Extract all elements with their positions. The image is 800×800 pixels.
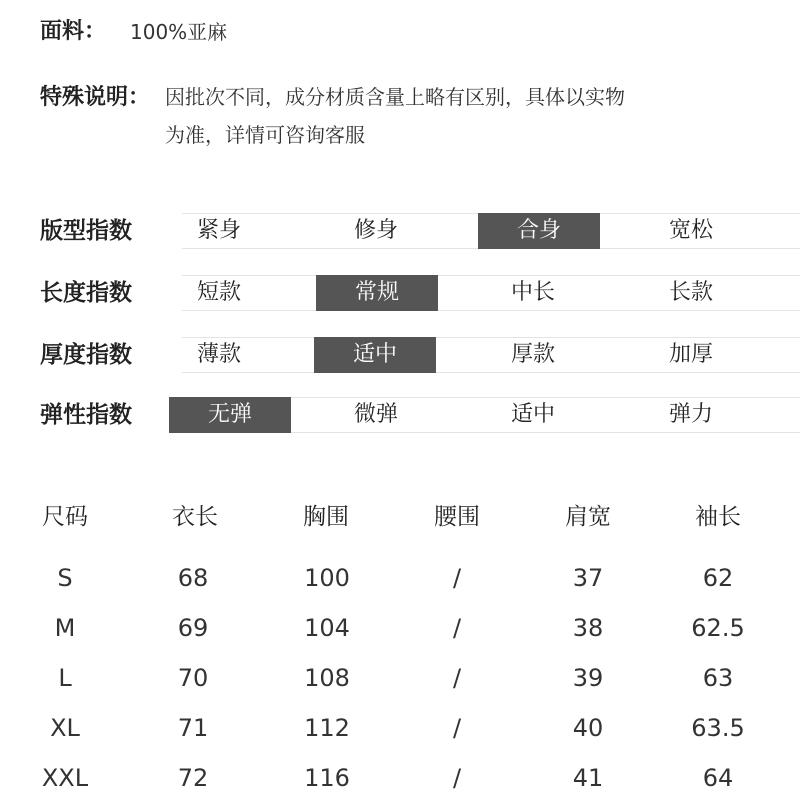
cell-waist: / [452, 714, 462, 742]
note-line-2: 为准，详情可咨询客服 [165, 123, 365, 147]
cell-sleeve: 62.5 [691, 614, 745, 642]
index-label: 厚度指数 [40, 342, 132, 368]
cell-shoulder: 37 [572, 564, 604, 592]
cell-chest: 108 [304, 664, 350, 692]
cell-shoulder: 39 [572, 664, 604, 692]
cell-chest: 104 [304, 614, 350, 642]
index-option: 适中 [510, 402, 555, 427]
index-row-thickness [40, 337, 770, 373]
cell-shoulder: 38 [572, 614, 604, 642]
index-option: 加厚 [668, 342, 713, 367]
material-label: 面料： [40, 19, 107, 44]
cell-length: 69 [177, 614, 209, 642]
index-label: 版型指数 [40, 218, 132, 244]
cell-length: 71 [177, 714, 209, 742]
cell-waist: / [452, 764, 462, 792]
index-option: 常规 [316, 275, 438, 311]
cell-sleeve: 63.5 [691, 714, 745, 742]
header-sleeve: 袖长 [695, 504, 741, 530]
material-value: 100%亚麻 [130, 20, 228, 44]
index-label: 弹性指数 [40, 402, 132, 428]
index-option: 薄款 [196, 342, 241, 367]
cell-size: XL [50, 714, 80, 742]
index-option: 弹力 [668, 402, 713, 427]
cell-chest: 116 [304, 764, 350, 792]
cell-sleeve: 63 [702, 664, 734, 692]
cell-sleeve: 62 [702, 564, 734, 592]
index-option: 长款 [668, 280, 713, 305]
index-option: 微弹 [353, 402, 398, 427]
index-option: 厚款 [510, 342, 555, 367]
cell-waist: / [452, 564, 462, 592]
index-row-fit [40, 213, 770, 249]
note-line-1: 因批次不同，成分材质含量上略有区别，具体以实物 [165, 85, 625, 109]
cell-chest: 112 [304, 714, 350, 742]
index-row-length [40, 275, 770, 311]
cell-size: L [58, 664, 72, 692]
note-label: 特殊说明： [40, 85, 151, 110]
index-option: 无弹 [169, 397, 291, 433]
cell-waist: / [452, 664, 462, 692]
cell-chest: 100 [304, 564, 350, 592]
index-option: 修身 [353, 218, 398, 243]
cell-length: 70 [177, 664, 209, 692]
index-option: 中长 [510, 280, 555, 305]
header-waist: 腰围 [434, 504, 480, 530]
header-chest: 胸围 [303, 504, 349, 530]
cell-size: XXL [41, 764, 89, 792]
cell-size: S [57, 564, 73, 592]
index-option: 宽松 [668, 218, 713, 243]
cell-size: M [54, 614, 76, 642]
cell-shoulder: 40 [572, 714, 604, 742]
header-length: 衣长 [172, 504, 218, 530]
index-row-elasticity [40, 397, 770, 433]
header-size: 尺码 [42, 504, 88, 530]
cell-waist: / [452, 614, 462, 642]
cell-length: 72 [177, 764, 209, 792]
index-label: 长度指数 [40, 280, 132, 306]
index-option: 短款 [196, 280, 241, 305]
cell-length: 68 [177, 564, 209, 592]
cell-shoulder: 41 [572, 764, 604, 792]
cell-sleeve: 64 [702, 764, 734, 792]
index-option: 紧身 [196, 218, 241, 243]
index-option: 适中 [314, 337, 436, 373]
index-option: 合身 [478, 213, 600, 249]
header-shoulder: 肩宽 [565, 504, 611, 530]
